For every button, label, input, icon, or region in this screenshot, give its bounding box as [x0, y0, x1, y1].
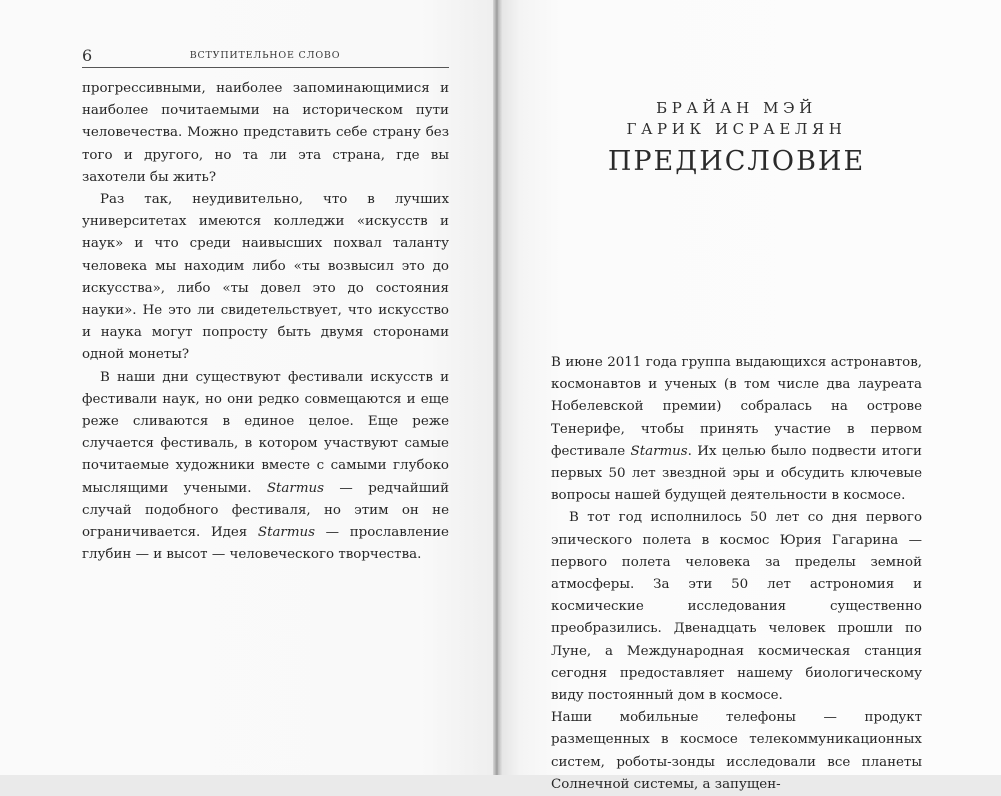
text-run: Раз так, неудивительно, что в лучших университетах имеются колледжи «искусств и наук» и что среди наивысших похвал таланту человека мы находим либо «ты возвысил это до искусства», либо «ты довел это до состояния науки». Не это ли свидетельствует, что искусство и наука могут попросту быть двумя сторонами одной монеты?: [82, 192, 449, 363]
paragraph: [82, 189, 449, 367]
left-body-text: [82, 78, 449, 566]
text-run: прогрессивными, наиболее запоминающимися и наиболее почитаемыми на историческом пути человечества. Можно представить себе страну без того и другого, но та ли эта страна, где вы захотели бы жить?: [82, 81, 449, 185]
chapter-authors: [551, 98, 922, 140]
paragraph: [82, 367, 449, 567]
header-rule: [82, 67, 449, 68]
text-run: В июне 2011 года группа выдающихся астронавтов, космонавтов и ученых (в том числе два лауреата Нобелевской премии) собралась на острове Тенерифе, чтобы принять участие в первом фестивале: [551, 355, 922, 459]
right-body-text: [551, 352, 922, 796]
paragraph: [551, 352, 922, 507]
paragraph: [82, 78, 449, 189]
author-name: ГАРИК ИСРАЕЛЯН: [626, 120, 847, 138]
italic-text-run: Starmus: [266, 480, 325, 496]
book-gutter: [493, 0, 502, 775]
italic-text-run: Starmus: [630, 443, 688, 459]
text-run: Наши мобильные телефоны — продукт размещенных в космосе телекоммуникационных систем, роботы-зонды исследовали все планеты Солнечной системы, а запущен-: [551, 710, 922, 792]
paragraph: [551, 707, 922, 796]
author-name: БРАЙАН МЭЙ: [656, 99, 817, 117]
italic-text-run: Starmus: [257, 525, 316, 541]
running-head: ВСТУПИТЕЛЬНОЕ СЛОВО: [189, 50, 341, 61]
paragraph: [551, 507, 922, 707]
text-run: В тот год исполнилось 50 лет со дня первого эпического полета в космос Юрия Гагарина — первого полета человека за пределы земной атмосферы. За эти 50 лет астрономия и космические исследования существенно преобразились. Двенадцать человек прошли по Луне, а Международная космическая станция сегодня предоставляет нашему биологическому виду постоянный дом в космосе.: [551, 510, 922, 704]
page-number: 6: [82, 46, 93, 65]
text-run: . Их целью было подвести итоги первых 50 лет звездной эры и обсудить ключевые вопросы нашей будущей деятельности в космосе.: [551, 443, 922, 504]
text-run: В наши дни существуют фестивали искусств и фестивали наук, но они редко совмещаются и еще реже сливаются в единое целое. Еще реже случается фестиваль, в котором участвуют самые почитаемые художники вместе с самыми глубоко мыслящими учеными.: [82, 369, 449, 496]
text-run: — прославление глубин — и высот — человеческого творчества.: [82, 525, 449, 563]
text-run: — редчайший случай подобного фестиваля, но этим он не ограничивается. Идея: [82, 480, 449, 541]
chapter-title: ПРЕДИСЛОВИЕ: [607, 146, 866, 177]
